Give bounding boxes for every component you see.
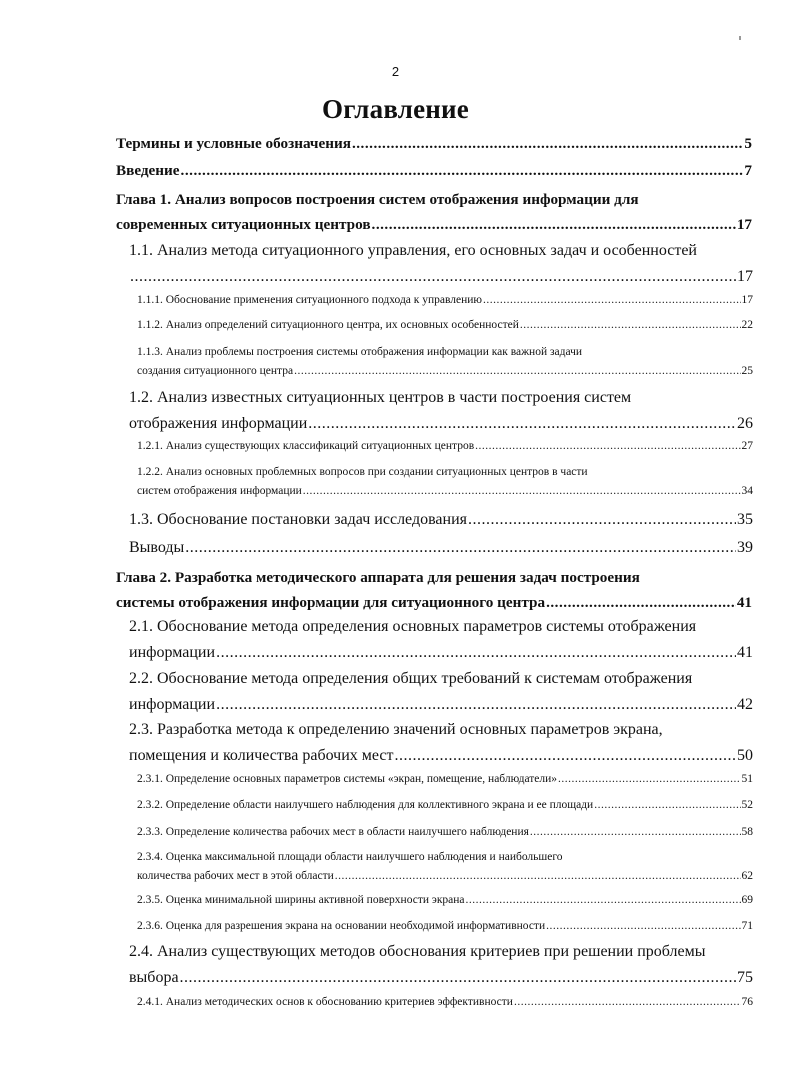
toc-entry-text: 1.3. Обоснование постановки задач исследования: [129, 511, 468, 528]
toc-line-last: [137, 316, 753, 335]
toc-entry-text: 1.2. Анализ известных ситуационных центров в части построения систем: [129, 389, 632, 406]
toc-page-number: 71: [741, 920, 753, 932]
toc-entry[interactable]: [137, 343, 753, 381]
page-number: 2: [391, 64, 400, 79]
toc-page-number: 75: [737, 969, 753, 986]
scan-mark: [739, 36, 741, 40]
toc-page-number: 35: [737, 511, 753, 528]
dot-leader: [594, 796, 740, 815]
dot-leader: [546, 917, 740, 936]
toc-line: [129, 385, 753, 411]
toc-entry-text: 2.4. Анализ существующих методов обоснования критериев при решении проблемы: [129, 943, 706, 960]
toc-entry[interactable]: [137, 823, 753, 842]
toc-entry-text: систем отображения информации: [137, 485, 302, 497]
toc-entry-text: Введение: [116, 162, 180, 179]
toc-entry-text: Термины и условные обозначения: [116, 135, 351, 152]
toc-line-last: [129, 965, 753, 991]
toc-entry-text: отображения информации: [129, 415, 308, 432]
toc-entry-text: 1.2.1. Анализ существующих классификаций ситуационных центров: [137, 440, 475, 452]
toc-line-last: [129, 692, 753, 718]
toc-page-number: 58: [741, 826, 753, 838]
toc-entry-text: 2.3. Разработка метода к определению значений основных параметров экрана,: [129, 721, 663, 738]
dot-leader: [395, 743, 737, 769]
dot-leader: [546, 590, 736, 615]
toc-line-last: [137, 867, 753, 886]
dot-leader: [180, 965, 736, 991]
toc-page-number: 41: [737, 644, 753, 661]
toc-entry[interactable]: [116, 187, 752, 237]
toc-line-last: [129, 743, 753, 769]
toc-entry-text: 2.3.5. Оценка минимальной ширины активной поверхности экрана: [137, 894, 465, 906]
toc-page-number: 52: [741, 799, 753, 811]
toc-line-last: [137, 796, 753, 815]
toc-page-number: 69: [741, 894, 753, 906]
toc-line: [129, 614, 753, 640]
toc-line-last: [137, 823, 753, 842]
toc-entry-text: 2.3.3. Определение количества рабочих мест в области наилучшего наблюдения: [137, 826, 529, 838]
toc-entry-text: 2.3.2. Определение области наилучшего наблюдения для коллективного экрана и ее площади: [137, 799, 594, 811]
dot-leader: [372, 212, 736, 237]
toc-page-number: 22: [741, 319, 753, 331]
toc-line-last: [137, 891, 753, 910]
toc-entry-text: информации: [129, 644, 216, 661]
toc-page-number: 51: [741, 773, 753, 785]
toc-entry[interactable]: [137, 917, 753, 936]
toc-entry-text: 1.2.2. Анализ основных проблемных вопросов при создании ситуационных центров в части: [137, 466, 588, 478]
toc-entry-text: Глава 2. Разработка методического аппарата для решения задач построения: [116, 569, 640, 586]
toc-page-number: 41: [736, 594, 752, 611]
dot-leader: [520, 316, 741, 335]
toc-entry[interactable]: [137, 770, 753, 789]
toc-line-last: [116, 158, 752, 183]
toc-page-number: 25: [741, 365, 753, 377]
dot-leader: [294, 362, 740, 381]
toc-page-number: 17: [736, 216, 752, 233]
toc-entry[interactable]: [129, 535, 753, 561]
dot-leader: [181, 158, 744, 183]
toc-entry-text: современных ситуационных центров: [116, 216, 371, 233]
toc-entry[interactable]: [137, 291, 753, 310]
dot-leader: [468, 507, 736, 533]
toc-line-last: [137, 291, 753, 310]
dot-leader: [216, 640, 736, 666]
toc-line: [129, 666, 753, 692]
dot-leader: [303, 482, 741, 501]
toc-page-number: 50: [737, 747, 753, 764]
toc-page-number: 26: [737, 415, 753, 432]
toc-page-number: 5: [744, 135, 752, 152]
dot-leader: [216, 692, 736, 718]
dot-leader: [335, 867, 741, 886]
dot-leader: [483, 291, 740, 310]
toc-entry-text: информации: [129, 696, 216, 713]
toc-entry[interactable]: [129, 614, 753, 666]
toc-line-last: [129, 264, 753, 290]
toc-entry[interactable]: [129, 939, 753, 991]
toc-entry[interactable]: [137, 437, 753, 456]
toc-line: [129, 939, 753, 965]
toc-entry-text: 2.1. Обоснование метода определения основных параметров системы отображения: [129, 618, 697, 635]
page-title: Оглавление: [322, 94, 469, 124]
toc-entry-text: 2.3.4. Оценка максимальной площади области наилучшего наблюдения и наибольшего: [137, 851, 563, 863]
toc-line: [137, 343, 753, 362]
toc-line-last: [137, 993, 753, 1012]
toc-line-last: [116, 590, 752, 615]
toc-line: [129, 717, 753, 743]
toc-entry-text: Глава 1. Анализ вопросов построения систем отображения информации для: [116, 191, 639, 208]
toc-line: [137, 848, 753, 867]
toc-page-number: 42: [737, 696, 753, 713]
dot-leader: [475, 437, 740, 456]
dot-leader: [530, 823, 741, 842]
toc-entry-text: 2.2. Обоснование метода определения общих требований к системам отображения: [129, 670, 693, 687]
toc-entry-text: количества рабочих мест в этой области: [137, 870, 334, 882]
toc-line-last: [137, 770, 753, 789]
toc-line-last: [129, 507, 753, 533]
toc-page-number: 34: [741, 485, 753, 497]
toc-line-last: [137, 917, 753, 936]
toc-entry-text: Выводы: [129, 539, 185, 556]
toc-line-last: [129, 535, 753, 561]
toc-entry-text: 2.3.1. Определение основных параметров системы «экран, помещение, наблюдатели»: [137, 773, 558, 785]
toc-entry-text: системы отображения информации для ситуационного центра: [116, 594, 546, 611]
dot-leader: [514, 993, 741, 1012]
toc-entry[interactable]: [137, 848, 753, 886]
toc-entry[interactable]: [116, 158, 752, 183]
dot-leader: [130, 264, 736, 290]
toc-entry[interactable]: [137, 463, 753, 501]
toc-line: [129, 238, 753, 264]
toc-page-number: 39: [737, 539, 753, 556]
dot-leader: [185, 535, 736, 561]
toc-line-last: [137, 437, 753, 456]
toc-entry-text: 1.1. Анализ метода ситуационного управления, его основных задач и особенностей: [129, 242, 697, 259]
toc-entry[interactable]: [129, 385, 753, 437]
toc-entry[interactable]: [137, 316, 753, 335]
dot-leader: [352, 131, 743, 156]
toc-entry-text: 1.1.3. Анализ проблемы построения системы отображения информации как важной задачи: [137, 346, 583, 358]
toc-entry[interactable]: [137, 796, 753, 815]
toc-line: [116, 187, 752, 212]
toc-line-last: [137, 362, 753, 381]
toc-entry[interactable]: [137, 891, 753, 910]
toc-line-last: [137, 482, 753, 501]
toc-page-number: 17: [737, 268, 753, 285]
toc-entry-text: помещения и количества рабочих мест: [129, 747, 394, 764]
toc-entry-text: выбора: [129, 969, 179, 986]
toc-entry-text: 2.4.1. Анализ методических основ к обоснованию критериев эффективности: [137, 996, 513, 1008]
toc-line-last: [116, 131, 752, 156]
toc-line-last: [129, 640, 753, 666]
toc-entry-text: создания ситуационного центра: [137, 365, 294, 377]
toc-entry[interactable]: [116, 131, 752, 156]
toc-line-last: [129, 411, 753, 437]
toc-entry[interactable]: [137, 993, 753, 1012]
toc-entry[interactable]: [129, 717, 753, 769]
toc-page-number: 17: [741, 294, 753, 306]
toc-entry[interactable]: [129, 507, 753, 533]
toc-entry[interactable]: [129, 666, 753, 718]
toc-page-number: 7: [744, 162, 752, 179]
toc-line: [116, 565, 752, 590]
toc-page-number: 76: [741, 996, 753, 1008]
toc-page-number: 27: [741, 440, 753, 452]
toc-line: [137, 463, 753, 482]
toc-page-number: 62: [741, 870, 753, 882]
dot-leader: [308, 411, 736, 437]
toc-entry[interactable]: [129, 238, 753, 290]
toc-line-last: [116, 212, 752, 237]
toc-entry-text: 2.3.6. Оценка для разрешения экрана на основании необходимой информативности: [137, 920, 546, 932]
dot-leader: [466, 891, 741, 910]
toc-entry-text: 1.1.2. Анализ определений ситуационного центра, их основных особенностей: [137, 319, 519, 331]
toc-entry-text: 1.1.1. Обоснование применения ситуационного подхода к управлению: [137, 294, 483, 306]
toc-entry[interactable]: [116, 565, 752, 615]
dot-leader: [558, 770, 740, 789]
